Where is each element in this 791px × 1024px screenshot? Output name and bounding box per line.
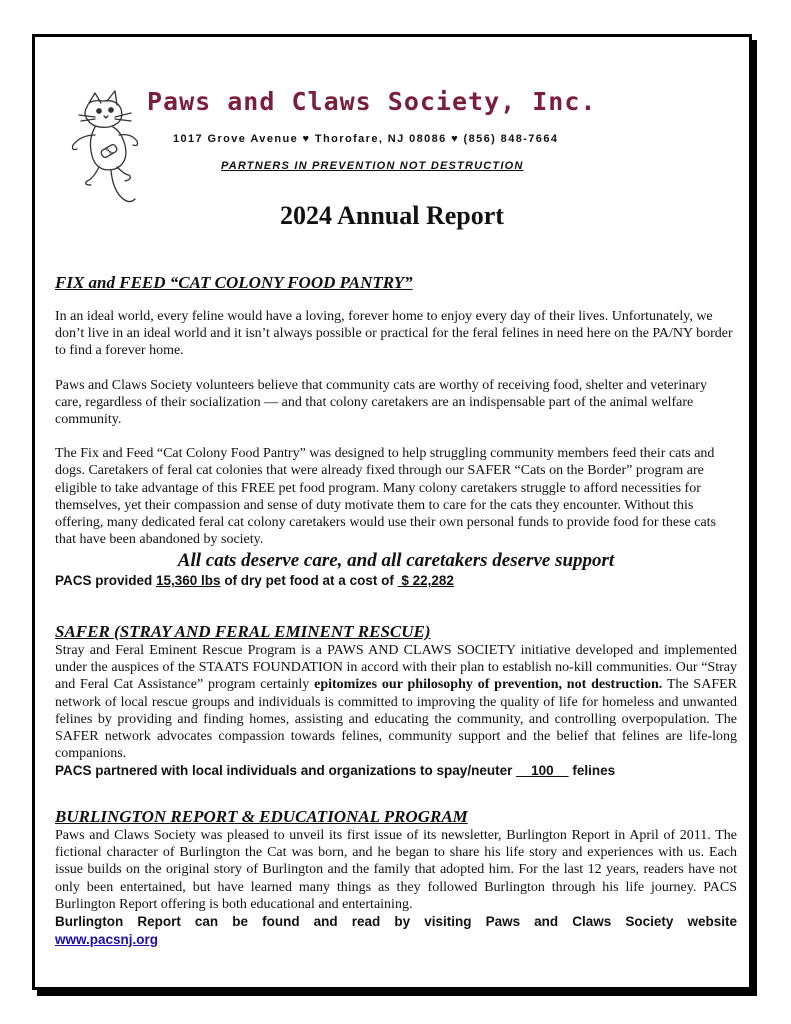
safer-text-end: The SAFER network of local rescue groups and individuals is committed to improving the quality of life for homeless and unwanted felines by providing and finding homes, assisting and educating the community, and controlling overpopulation. The SAFER network advocates compassion towards felines, community support and the belief that felines are life-long companions. <box>55 677 737 762</box>
fix-feed-heading: FIX and FEED “CAT COLONY FOOD PANTRY” <box>55 273 413 292</box>
safer-text-bold: epitomizes our philosophy of prevention, not destruction. <box>314 677 663 693</box>
fix-feed-paragraph-2: Paws and Claws Society volunteers believe that community cats are worthy of receiving food, shelter and veterinary care, regardless of their socialization — and that colony caretakers are an indispensable part of the animal welfare community. <box>55 377 707 428</box>
burlington-paragraph: Paws and Claws Society was pleased to unveil its first issue of its newsletter, Burlington Report in April of 2011. The fictional character of Burlington the Cat was born, and he began to share his life story and experiences with us. Each issue builds on the original story of Burlington and the family that adopted him. For the last 12 years, readers have not only been entertained, but have learned many things as they followed Burlington through his life journey. PACS Burlington Report offering is both educational and entertaining. <box>55 828 737 912</box>
stat-middle: of dry pet food at a cost of <box>220 573 398 589</box>
food-weight-value: 15,360 lbs <box>156 573 221 589</box>
safer-text-start: Stray and Feral Eminent Rescue Program is a PAWS AND CLAWS SOCIETY initiative developed and implemented under the auspices of the STAATS FOUNDATION in accord with their plan to establish no-kill communities. Our “Stray and Feral Cat Assistance” program certainly <box>55 643 737 693</box>
stat-prefix: PACS provided <box>55 573 157 589</box>
burlington-section <box>55 807 737 949</box>
food-cost-value: $ 22,282 <box>397 573 454 589</box>
cartoon-cat-icon <box>59 89 149 209</box>
safer-stat-suffix: felines <box>568 763 616 779</box>
safer-stat <box>55 762 737 780</box>
safer-heading: SAFER (STRAY AND FERAL EMINENT RESCUE) <box>55 622 431 641</box>
website-link[interactable]: www.pacsnj.org <box>55 932 159 948</box>
fix-feed-section <box>55 273 737 590</box>
fix-feed-stat <box>55 572 737 590</box>
spay-neuter-count: 100 <box>516 763 569 779</box>
report-title: 2024 Annual Report <box>280 201 504 230</box>
safer-section <box>55 622 737 780</box>
document-page <box>32 34 752 990</box>
fix-feed-paragraph-3: The Fix and Feed “Cat Colony Food Pantry” was designed to help struggling community members feed their cats and dogs. Caretakers of feral cat colonies that were already fixed through our SAFER “Cats on the Border” program are eligible to take advantage of this FREE pet food program. Many colony caretakers struggle to afford necessities for themselves, yet their compassion and sense of duty motivate them to care for the cats they encounter. Without this offering, many dedicated feral cat colony caretakers would use their own personal funds to provide food for these cats that have been abandoned by society. <box>55 446 717 548</box>
safer-stat-prefix: PACS partnered with local individuals and organizations to spay/neuter <box>55 763 517 779</box>
organization-motto: PARTNERS IN PREVENTION NOT DESTRUCTION <box>221 160 524 172</box>
organization-name: Paws and Claws Society, Inc. <box>147 87 597 116</box>
fix-feed-callout: All cats deserve care, and all caretakers deserve support <box>177 550 615 572</box>
burlington-heading: BURLINGTON REPORT & EDUCATIONAL PROGRAM <box>55 807 468 826</box>
organization-address: 1017 Grove Avenue ♥ Thorofare, NJ 08086 ♥ (856) 848-7664 <box>173 133 559 145</box>
fix-feed-paragraph-1: In an ideal world, every feline would have a loving, forever home to enjoy every day of their lives. Unfortunately, we don’t live in an ideal world and it isn’t always possible or practical for the feral felines in need here on the PA/NY border to find a forever home. <box>55 309 733 359</box>
burlington-stat: Burlington Report can be found and read by visiting Paws and Claws Society website <box>55 914 737 930</box>
safer-paragraph <box>55 642 737 762</box>
